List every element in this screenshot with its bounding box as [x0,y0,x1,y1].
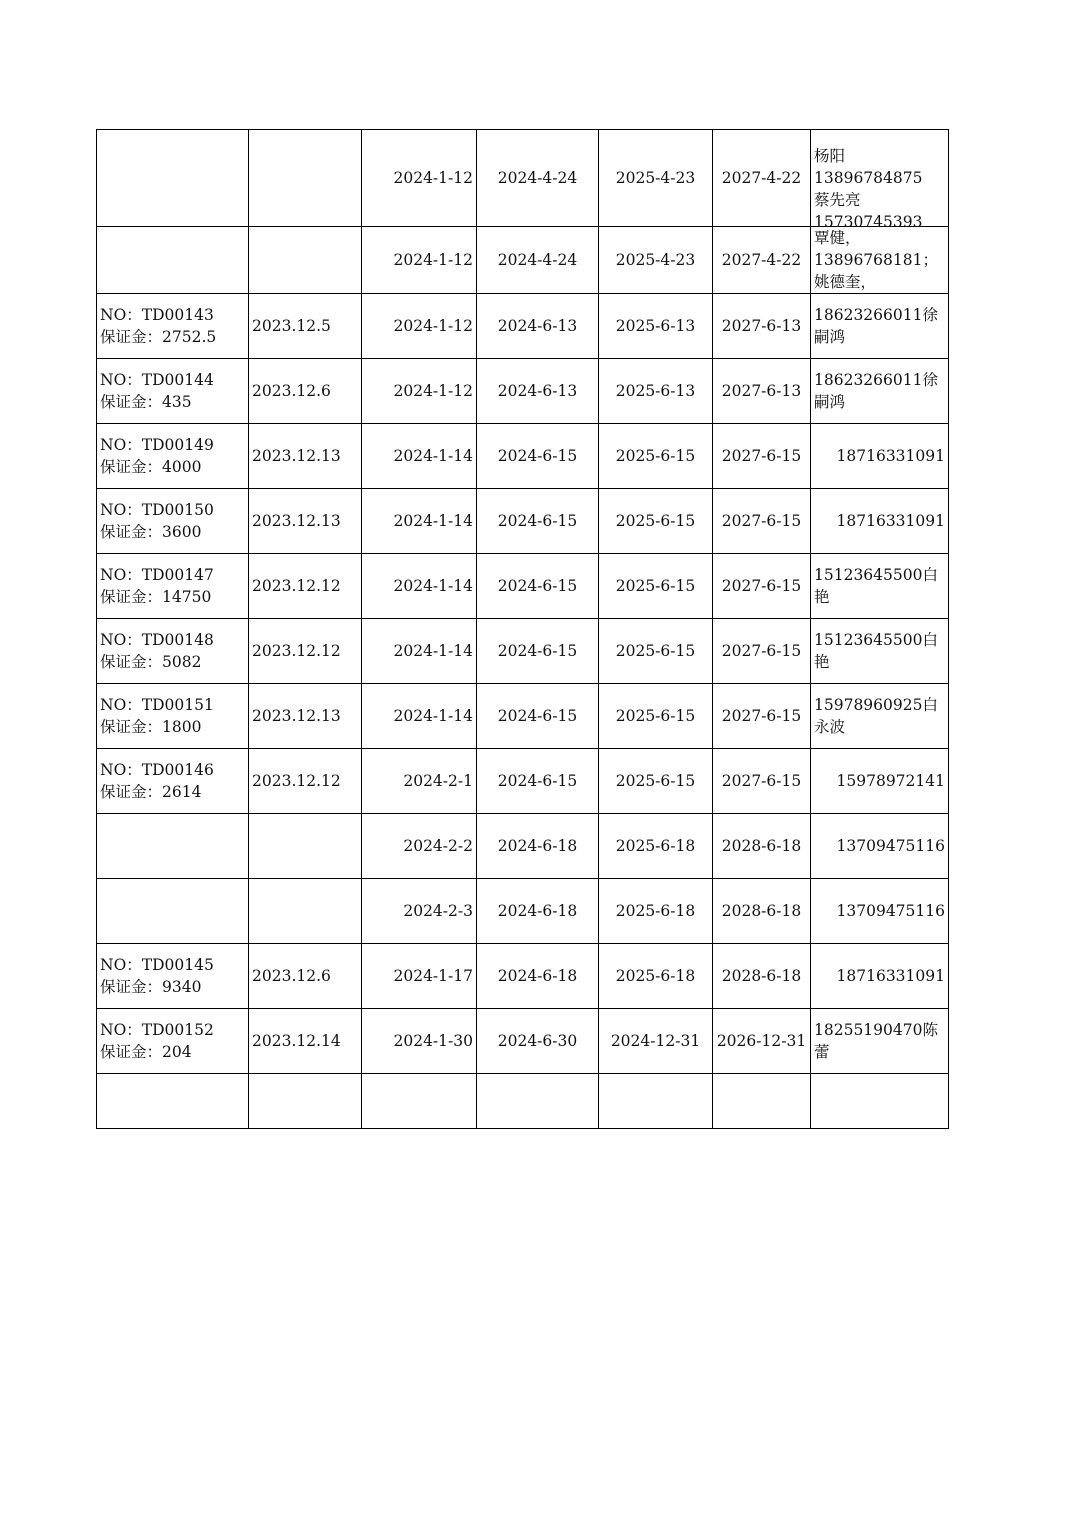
contact-cell[interactable] [811,554,949,619]
date-1-cell[interactable] [362,554,477,619]
date-4-cell[interactable] [713,359,811,424]
date-4: 2027-6-15 [721,447,802,465]
date-2-cell[interactable] [477,424,599,489]
date-2-cell[interactable] [477,130,599,227]
deposit-amount: 保证金：2614 [100,783,202,801]
contact-line: 18716331091 [836,512,945,530]
date-1-cell[interactable] [362,227,477,294]
date-3: 2025-6-18 [615,902,696,920]
date-2: 2024-6-30 [497,1032,578,1050]
contact-cell[interactable] [811,1009,949,1074]
table-row [97,554,949,619]
contact-lines [814,629,945,673]
contract-no: NO：TD00148 [100,631,214,649]
contact-line: 15123645500白 [814,566,938,584]
date-2-cell[interactable] [477,227,599,294]
date-4: 2027-6-13 [721,317,802,335]
date-1-cell[interactable] [362,879,477,944]
contact-line: 18716331091 [836,447,945,465]
contact-cell[interactable] [811,424,949,489]
sign-date-cell[interactable] [249,619,362,684]
date-2-cell[interactable] [477,489,599,554]
table-body [97,130,949,1129]
deposit-amount: 保证金：9340 [100,978,202,996]
sign-date-cell[interactable] [249,554,362,619]
contact-cell[interactable] [811,294,949,359]
sign-date-cell[interactable] [249,227,362,294]
date-1: 2024-1-12 [393,169,473,187]
date-1-cell[interactable] [362,749,477,814]
date-1-cell[interactable] [362,424,477,489]
date-1-cell[interactable] [362,619,477,684]
table-row [97,489,949,554]
contract-no: NO：TD00147 [100,566,214,584]
date-2: 2024-6-15 [497,447,578,465]
contact-lines [814,369,945,413]
date-1-cell[interactable] [362,1009,477,1074]
contract-no-cell[interactable] [97,749,249,814]
contract-no-cell[interactable] [97,879,249,944]
date-4: 2027-6-15 [721,707,802,725]
date-2: 2024-6-15 [497,642,578,660]
date-1: 2024-2-3 [403,902,473,920]
contact-line: 13896768181； [814,251,938,269]
date-3-cell[interactable] [599,879,713,944]
contract-no-cell[interactable] [97,554,249,619]
sign-date-cell[interactable] [249,359,362,424]
date-2-cell[interactable] [477,619,599,684]
contact-line: 15730745393 [814,213,923,231]
contact-lines [814,564,945,608]
deposit-amount: 保证金：5082 [100,653,202,671]
contact-cell[interactable] [811,944,949,1009]
date-4-cell[interactable] [713,489,811,554]
deposit-amount: 保证金：435 [100,393,192,411]
date-4: 2027-6-15 [721,577,802,595]
contact-lines [814,1019,945,1063]
contact-line: 蔡先亮 [814,191,861,209]
date-1: 2024-1-17 [393,967,473,985]
date-2-cell[interactable] [477,684,599,749]
contact-lines [814,304,945,348]
date-2-cell[interactable] [477,359,599,424]
table-row [97,424,949,489]
contract-no: NO：TD00146 [100,761,214,779]
contact-line: 艳 [814,653,830,671]
contract-no-cell[interactable] [97,944,249,1009]
contact-line: 覃健， [814,229,861,247]
contract-no-cell[interactable] [97,684,249,749]
sign-date: 2023.12.12 [252,642,341,660]
table-row [97,359,949,424]
contract-no-cell[interactable] [97,1009,249,1074]
sign-date: 2023.12.12 [252,577,341,595]
date-2: 2024-6-18 [497,967,578,985]
date-4-cell[interactable] [713,944,811,1009]
sign-date-cell[interactable] [249,424,362,489]
date-1: 2024-1-12 [393,382,473,400]
date-1: 2024-2-1 [403,772,473,790]
date-2: 2024-6-18 [497,837,578,855]
sign-date-cell[interactable] [249,294,362,359]
date-3: 2025-6-15 [615,772,696,790]
sign-date: 2023.12.6 [252,382,331,400]
date-2: 2024-4-24 [497,169,578,187]
date-2-cell[interactable] [477,879,599,944]
table-row [97,749,949,814]
contact-lines [814,694,945,738]
deposit-amount: 保证金：3600 [100,523,202,541]
contract-no: NO：TD00152 [100,1021,214,1039]
contact-cell[interactable] [811,489,949,554]
table-row [97,879,949,944]
table-row [97,294,949,359]
date-3: 2025-6-15 [615,642,696,660]
contact-lines [814,900,945,922]
date-3-cell[interactable] [599,619,713,684]
date-2: 2024-4-24 [497,251,578,269]
date-4: 2026-12-31 [716,1032,807,1050]
date-1-cell[interactable] [362,1074,477,1129]
date-3-cell[interactable] [599,554,713,619]
date-2-cell[interactable] [477,749,599,814]
contact-cell[interactable] [811,684,949,749]
date-1: 2024-1-14 [393,577,473,595]
sign-date-cell[interactable] [249,944,362,1009]
date-1: 2024-1-12 [393,251,473,269]
contract-no: NO：TD00149 [100,436,214,454]
contact-lines [814,965,945,987]
contact-cell[interactable] [811,749,949,814]
date-3-cell[interactable] [599,1074,713,1129]
date-1-cell[interactable] [362,489,477,554]
contract-no: NO：TD00144 [100,371,214,389]
contact-line: 13709475116 [836,902,945,920]
date-3: 2025-6-15 [615,707,696,725]
date-4-cell[interactable] [713,227,811,294]
date-4-cell[interactable] [713,554,811,619]
contact-cell[interactable] [811,1074,949,1129]
contact-line: 18623266011徐 [814,306,938,324]
date-3: 2025-6-18 [615,837,696,855]
contact-lines [814,835,945,857]
table-row [97,130,949,227]
contact-line: 嗣鸿 [814,328,846,346]
date-4-cell[interactable] [713,814,811,879]
contact-cell[interactable] [811,619,949,684]
date-3: 2025-6-15 [615,512,696,530]
date-3: 2024-12-31 [610,1032,701,1050]
date-3: 2025-6-15 [615,447,696,465]
contact-cell[interactable] [811,130,949,231]
sign-date: 2023.12.6 [252,967,331,985]
date-3: 2025-6-13 [615,317,696,335]
table-row [97,684,949,749]
date-3: 2025-6-18 [615,967,696,985]
sign-date: 2023.12.13 [252,512,341,530]
date-1: 2024-2-2 [403,837,473,855]
sign-date-cell[interactable] [249,814,362,879]
date-4: 2028-6-18 [721,837,802,855]
contact-lines [814,510,945,532]
date-1: 2024-1-14 [393,447,473,465]
contact-line: 15978972141 [836,772,945,790]
date-4-cell[interactable] [713,294,811,359]
date-4-cell[interactable] [713,684,811,749]
date-1-cell[interactable] [362,130,477,227]
table-row [97,619,949,684]
date-1: 2024-1-30 [393,1032,473,1050]
sign-date-cell[interactable] [249,1009,362,1074]
contract-no: NO：TD00151 [100,696,214,714]
date-1-cell[interactable] [362,814,477,879]
date-4: 2027-6-13 [721,382,802,400]
date-2: 2024-6-15 [497,707,578,725]
date-1: 2024-1-12 [393,317,473,335]
date-2: 2024-6-13 [497,382,578,400]
date-1-cell[interactable] [362,944,477,1009]
sign-date: 2023.12.12 [252,772,341,790]
date-3-cell[interactable] [599,359,713,424]
contract-no: NO：TD00150 [100,501,214,519]
date-4-cell[interactable] [713,879,811,944]
contact-line: 18623266011徐 [814,371,938,389]
date-2-cell[interactable] [477,1074,599,1129]
contract-no: NO：TD00143 [100,306,214,324]
contact-line: 18255190470陈 [814,1021,938,1039]
date-2-cell[interactable] [477,554,599,619]
date-2: 2024-6-15 [497,577,578,595]
contact-line: 蕾 [814,1043,830,1061]
date-3-cell[interactable] [599,1009,713,1074]
date-4: 2028-6-18 [721,902,802,920]
date-4-cell[interactable] [713,619,811,684]
date-4: 2027-4-22 [721,251,802,269]
date-4-cell[interactable] [713,749,811,814]
date-3: 2025-6-13 [615,382,696,400]
contact-lines [814,145,945,231]
contact-line: 15123645500白 [814,631,938,649]
contract-no-cell[interactable] [97,1074,249,1129]
date-1: 2024-1-14 [393,642,473,660]
date-3-cell[interactable] [599,814,713,879]
deposit-amount: 保证金：2752.5 [100,328,217,346]
sign-date: 2023.12.5 [252,317,331,335]
deposit-amount: 保证金：4000 [100,458,202,476]
date-3: 2025-4-23 [615,251,696,269]
contract-no-cell[interactable] [97,294,249,359]
date-2-cell[interactable] [477,814,599,879]
contract-table [96,129,949,1129]
sign-date-cell[interactable] [249,130,362,227]
deposit-amount: 保证金：14750 [100,588,212,606]
date-2-cell[interactable] [477,1009,599,1074]
contract-no-cell[interactable] [97,130,249,227]
table-row [97,1009,949,1074]
date-2-cell[interactable] [477,944,599,1009]
contact-line: 13709475116 [836,837,945,855]
contact-line: 18716331091 [836,967,945,985]
date-4-cell[interactable] [713,424,811,489]
date-2: 2024-6-15 [497,772,578,790]
sign-date-cell[interactable] [249,684,362,749]
contact-cell[interactable] [811,227,949,294]
date-4: 2028-6-18 [721,967,802,985]
date-1-cell[interactable] [362,294,477,359]
contact-line: 嗣鸿 [814,393,846,411]
date-3-cell[interactable] [599,944,713,1009]
contact-line: 15978960925白 [814,696,938,714]
contact-cell[interactable] [811,359,949,424]
table-row [97,1074,949,1129]
sign-date: 2023.12.13 [252,447,341,465]
date-4-cell[interactable] [713,1009,811,1074]
contract-no-cell[interactable] [97,619,249,684]
sign-date: 2023.12.13 [252,707,341,725]
sign-date: 2023.12.14 [252,1032,341,1050]
deposit-amount: 保证金：204 [100,1043,192,1061]
date-2: 2024-6-13 [497,317,578,335]
table-row [97,814,949,879]
contract-no-cell[interactable] [97,359,249,424]
sign-date-cell[interactable] [249,489,362,554]
date-3-cell[interactable] [599,749,713,814]
date-1-cell[interactable] [362,684,477,749]
date-2-cell[interactable] [477,294,599,359]
contact-lines [814,227,945,293]
contact-line: 杨阳 [814,147,846,165]
date-2: 2024-6-18 [497,902,578,920]
date-4: 2027-6-15 [721,642,802,660]
date-4: 2027-6-15 [721,772,802,790]
contact-line: 13896784875 [814,169,923,187]
deposit-amount: 保证金：1800 [100,718,202,736]
contract-no-cell[interactable] [97,489,249,554]
contact-line: 永波 [814,718,846,736]
date-4-cell[interactable] [713,130,811,227]
date-4-cell[interactable] [713,1074,811,1129]
date-3-cell[interactable] [599,424,713,489]
date-4: 2027-6-15 [721,512,802,530]
date-4: 2027-4-22 [721,169,802,187]
contact-cell[interactable] [811,879,949,944]
contact-line: 姚德奎， [814,273,877,291]
date-3-cell[interactable] [599,294,713,359]
date-1: 2024-1-14 [393,512,473,530]
date-3: 2025-4-23 [615,169,696,187]
date-1-cell[interactable] [362,359,477,424]
sign-date-cell[interactable] [249,879,362,944]
contract-no: NO：TD00145 [100,956,214,974]
table-row [97,227,949,294]
contact-cell[interactable] [811,814,949,879]
contract-no-cell[interactable] [97,814,249,879]
date-3-cell[interactable] [599,684,713,749]
date-2: 2024-6-15 [497,512,578,530]
contract-no-cell[interactable] [97,227,249,294]
contact-lines [814,770,945,792]
date-1: 2024-1-14 [393,707,473,725]
contract-no-cell[interactable] [97,424,249,489]
date-3-cell[interactable] [599,227,713,294]
sign-date-cell[interactable] [249,749,362,814]
date-3-cell[interactable] [599,130,713,227]
contact-line: 艳 [814,588,830,606]
sign-date-cell[interactable] [249,1074,362,1129]
contact-lines [814,445,945,467]
date-3-cell[interactable] [599,489,713,554]
date-3: 2025-6-15 [615,577,696,595]
table-row [97,944,949,1009]
